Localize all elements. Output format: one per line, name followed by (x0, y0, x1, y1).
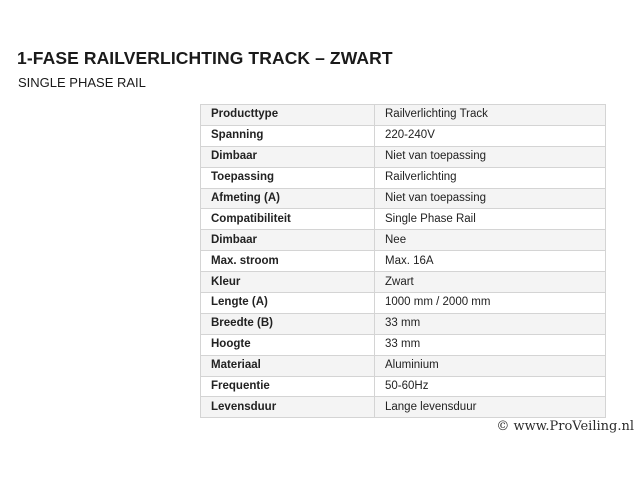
table-row (201, 105, 606, 126)
table-row (201, 167, 606, 188)
table-row (201, 293, 606, 314)
table-row (201, 146, 606, 167)
spec-key: Materiaal (201, 355, 375, 376)
spec-key: Toepassing (201, 167, 375, 188)
table-row (201, 313, 606, 334)
spec-table-body (201, 105, 606, 418)
spec-key: Dimbaar (201, 146, 375, 167)
table-row (201, 355, 606, 376)
spec-key: Breedte (B) (201, 313, 375, 334)
spec-value: Single Phase Rail (375, 209, 606, 230)
spec-value: Lange levensduur (375, 397, 606, 418)
table-row (201, 209, 606, 230)
spec-value: Railverlichting (375, 167, 606, 188)
spec-key: Afmeting (A) (201, 188, 375, 209)
spec-key: Kleur (201, 272, 375, 293)
spec-value: 50-60Hz (375, 376, 606, 397)
table-row (201, 188, 606, 209)
watermark: © www.ProVeiling.nl (496, 419, 634, 434)
spec-value: Niet van toepassing (375, 188, 606, 209)
spec-value: Aluminium (375, 355, 606, 376)
spec-key: Frequentie (201, 376, 375, 397)
table-row (201, 125, 606, 146)
spec-value: 33 mm (375, 313, 606, 334)
spec-key: Spanning (201, 125, 375, 146)
table-row (201, 251, 606, 272)
spec-value: 33 mm (375, 334, 606, 355)
spec-value: 220-240V (375, 125, 606, 146)
spec-key: Max. stroom (201, 251, 375, 272)
table-row (201, 397, 606, 418)
spec-key: Levensduur (201, 397, 375, 418)
table-row (201, 272, 606, 293)
spec-value: 1000 mm / 2000 mm (375, 293, 606, 314)
spec-key: Dimbaar (201, 230, 375, 251)
spec-value: Zwart (375, 272, 606, 293)
spec-table (200, 104, 606, 418)
spec-key: Compatibiliteit (201, 209, 375, 230)
page-subtitle: SINGLE PHASE RAIL (18, 75, 146, 90)
table-row (201, 376, 606, 397)
table-row (201, 230, 606, 251)
spec-value: Max. 16A (375, 251, 606, 272)
table-row (201, 334, 606, 355)
spec-key: Hoogte (201, 334, 375, 355)
spec-value: Nee (375, 230, 606, 251)
spec-value: Railverlichting Track (375, 105, 606, 126)
spec-key: Producttype (201, 105, 375, 126)
spec-key: Lengte (A) (201, 293, 375, 314)
page-title: 1-FASE RAILVERLICHTING TRACK – ZWART (17, 48, 393, 68)
spec-value: Niet van toepassing (375, 146, 606, 167)
